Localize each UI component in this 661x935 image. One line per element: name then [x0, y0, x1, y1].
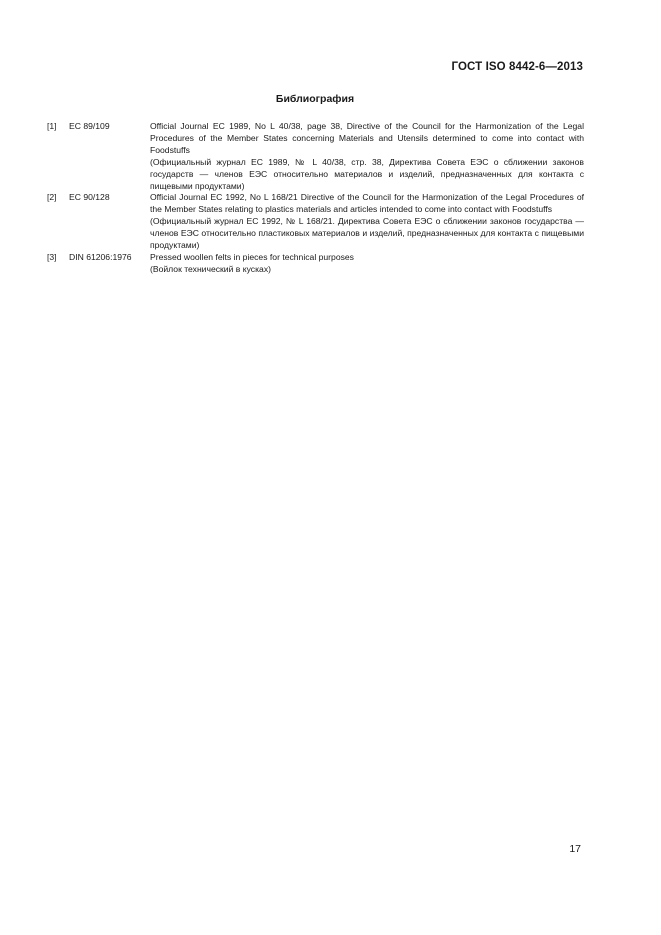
entry-text-en: Official Journal EC 1989, No L 40/38, page 38, Directive of the Council for the Harmonization of the Legal Procedures of the Member States concerning Materials and Utensils determined to come into contact with Foodstuffs: [150, 121, 584, 155]
entry-text-en: Official Journal EC 1992, No L 168/21 Directive of the Council for the Harmonization of the Legal Procedures of the Member States relating to plastics materials and articles intended to come into contact with Foodstuffs: [150, 192, 584, 215]
page-number: 17: [569, 843, 581, 855]
entry-number: [1]: [47, 121, 57, 131]
entry-reference: DIN 61206:1976: [69, 251, 132, 262]
entry-number: [3]: [47, 251, 57, 262]
entry-text: [150, 121, 584, 192]
bibliography-entry: [47, 192, 584, 252]
section-title: Библиография: [275, 93, 355, 105]
bibliography-entry: [47, 121, 584, 192]
bibliography-entry: [47, 252, 584, 276]
entry-text-ru: (Войлок технический в кусках): [150, 263, 271, 274]
entry-text: [150, 192, 584, 252]
entry-text-en: Pressed woollen felts in pieces for technical purposes: [150, 251, 354, 262]
bibliography-list: [47, 121, 584, 276]
entry-text-ru: (Официальный журнал EC 1989, № L 40/38, стр. 38, Директива Совета ЕЭС о сближении законов государств — членов ЕЭС относительно материалов и изделий, предназначенных для контакта с пищевыми продуктами): [150, 156, 584, 191]
entry-reference: EC 89/109: [69, 121, 110, 131]
entry-reference: EC 90/128: [69, 192, 110, 203]
document-code: ГОСТ ISO 8442-6—2013: [451, 61, 583, 73]
entry-number: [2]: [47, 192, 57, 203]
entry-text-ru: (Официальный журнал EC 1992, № L 168/21. Директива Совета ЕЭС о сближении законов государства — членов ЕЭС относительно пластиковых материалов и изделий, предназначенных для контакта с пищевыми продуктами): [150, 216, 584, 251]
entry-text: [150, 252, 584, 276]
